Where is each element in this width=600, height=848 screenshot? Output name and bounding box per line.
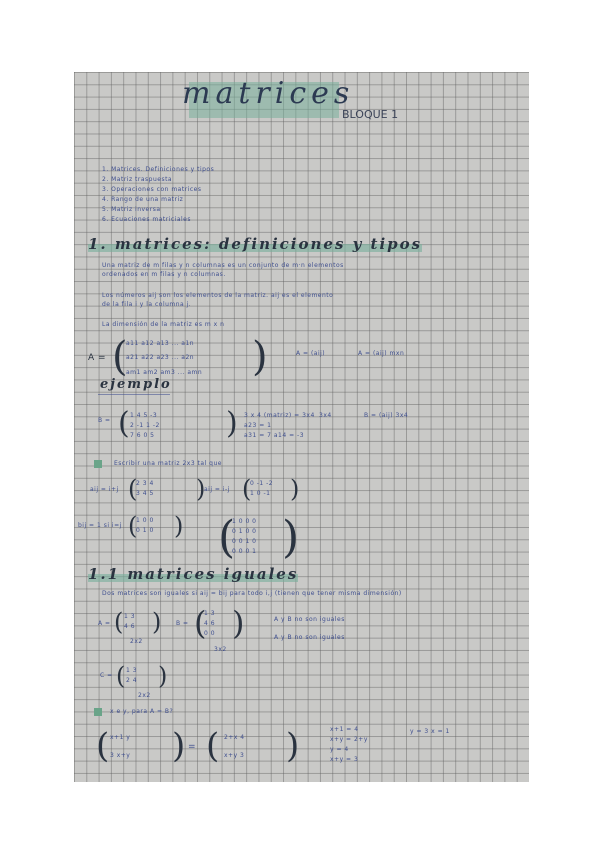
solution-line: x+y = 2+y [330, 736, 368, 743]
toc-item: 4. Rango de una matriz [102, 196, 184, 203]
matrix-row: 4 6 [204, 620, 216, 627]
right-bracket: ) [282, 512, 300, 563]
paragraph-line: ordenados en m filas y n columnas. [102, 271, 226, 278]
paragraph-line: Una matriz de m filas y n columnas es un conjunto de m·n elementos [102, 262, 344, 269]
matrix-row: 3 4 5 [136, 490, 154, 497]
right-bracket: ) [290, 475, 300, 503]
left-bracket: ( [128, 475, 138, 503]
matrix-row: 0 0 0 1 [232, 548, 257, 555]
matrix-row: 4 6 [124, 623, 136, 630]
matrix-row: 0 0 1 0 [232, 538, 257, 545]
section-heading: 1. matrices: definiciones y tipos [88, 235, 423, 253]
example-note: 3 x 4 (matriz) = 3x4 [244, 412, 315, 419]
matrix-row: 0 -1 -2 [250, 480, 274, 487]
left-bracket: ( [218, 512, 236, 563]
matrix-label: A = [98, 620, 111, 627]
toc-item: 5. Matriz inversa [102, 206, 161, 213]
matrix-row: 1 0 0 [136, 517, 154, 524]
paragraph-line: La dimensión de la matriz es m x n [102, 321, 225, 328]
solution-result: y = 3 x = 1 [410, 728, 450, 735]
matrix-row: a21 a22 a23 ... a2n [126, 354, 195, 361]
left-bracket: ( [206, 726, 220, 766]
matrix-row: 1 3 [124, 613, 136, 620]
section-heading: 1.1 matrices iguales [88, 565, 299, 583]
paragraph-line: Los números aij son los elementos de la matriz. aij es el elemento [102, 292, 334, 299]
example-note: a31 = 7 a14 = -3 [244, 432, 305, 439]
matrix-row: a11 a12 a13 ... a1n [126, 340, 195, 347]
matrix-row: 1 3 [126, 667, 138, 674]
matrix-row: 1 0 -1 [250, 490, 271, 497]
left-bracket: ( [96, 726, 110, 766]
matrix-row: 0 1 0 0 [232, 528, 257, 535]
matrix-row: 7 6 0 5 [130, 432, 155, 439]
toc-item: 1. Matrices. Definiciones y tipos [102, 166, 215, 173]
notation: A = (aij) mxn [358, 350, 405, 357]
matrix-row: 2 4 [126, 677, 138, 684]
matrix-row: 1 3 [204, 610, 216, 617]
rule-label: aij = i+j [90, 486, 119, 493]
paragraph-line: Dos matrices son iguales si aij = bij para todo i,j (tienen que tener misma dimensión) [102, 590, 402, 597]
rule-label: bij = 1 si i=j [78, 522, 122, 529]
example-result: B = (aij) 3x4 [364, 412, 409, 419]
comparison-note: A y B no son iguales [274, 634, 345, 641]
paragraph-line: de la fila i y la columna j. [102, 301, 192, 308]
matrix-row: 2 3 4 [136, 480, 154, 487]
right-bracket: ) [252, 334, 268, 380]
matrix-row: 1 0 0 0 [232, 518, 257, 525]
right-bracket: ) [286, 726, 300, 766]
matrix-label: B = [176, 620, 189, 627]
solution-line: y = 4 [330, 746, 349, 753]
notation: A = (aij) [296, 350, 326, 357]
right-bracket: ) [232, 604, 245, 642]
notebook-page [74, 72, 529, 782]
example-dim: 3x4 [319, 412, 332, 419]
left-bracket: ( [194, 604, 207, 642]
comparison-note: A y B no son iguales [274, 616, 345, 623]
exercise-text: Escribir una matriz 2x3 tal que [114, 460, 222, 467]
matrix-row: x+y 3 [224, 752, 245, 759]
matrix-row: 3 x+y [110, 752, 131, 759]
right-bracket: ) [226, 406, 238, 441]
matrix-row: 2+x 4 [224, 734, 245, 741]
example-heading: ejemplo [100, 377, 172, 392]
matrix-row: am1 am2 am3 ... amn [126, 369, 203, 376]
block-label: BLOQUE 1 [342, 108, 399, 121]
equals-sign: = [188, 742, 197, 752]
matrix-row: 0 0 [204, 630, 216, 637]
matrix-row: 2 -1 1 -2 [130, 422, 160, 429]
example-underline [98, 394, 170, 395]
matrix-dim: 2x2 [138, 692, 151, 699]
matrix-label: A = [88, 353, 107, 363]
right-bracket: ) [174, 512, 184, 540]
toc-item: 3. Operaciones con matrices [102, 186, 202, 193]
left-bracket: ( [118, 406, 130, 441]
toc-item: 2. Matriz traspuesta [102, 176, 173, 183]
example-note: a23 = 1 [244, 422, 272, 429]
exercise-text: x e y, para A = B? [110, 708, 174, 715]
matrix-row: 0 1 0 [136, 527, 154, 534]
exercise-bullet [94, 708, 102, 716]
matrix-label: C = [100, 672, 113, 679]
right-bracket: ) [158, 662, 168, 690]
left-bracket: ( [116, 662, 126, 690]
left-bracket: ( [114, 608, 124, 636]
matrix-label: B = [98, 417, 111, 424]
right-bracket: ) [152, 608, 162, 636]
left-bracket: ( [242, 475, 252, 503]
matrix-dim: 3x2 [214, 646, 227, 653]
left-bracket: ( [128, 512, 138, 540]
right-bracket: ) [196, 475, 206, 503]
matrix-row: x+1 y [110, 734, 131, 741]
right-bracket: ) [172, 726, 186, 766]
matrix-row: 1 4 5 -3 [130, 412, 158, 419]
toc-item: 6. Ecuaciones matriciales [102, 216, 191, 223]
left-bracket: ( [112, 334, 128, 380]
solution-line: x+1 = 4 [330, 726, 359, 733]
page-title: matrices [182, 76, 355, 111]
exercise-bullet [94, 460, 102, 468]
rule-label: aij = i-j [204, 486, 230, 493]
matrix-dim: 2x2 [130, 638, 143, 645]
solution-line: x+y = 3 [330, 756, 359, 763]
